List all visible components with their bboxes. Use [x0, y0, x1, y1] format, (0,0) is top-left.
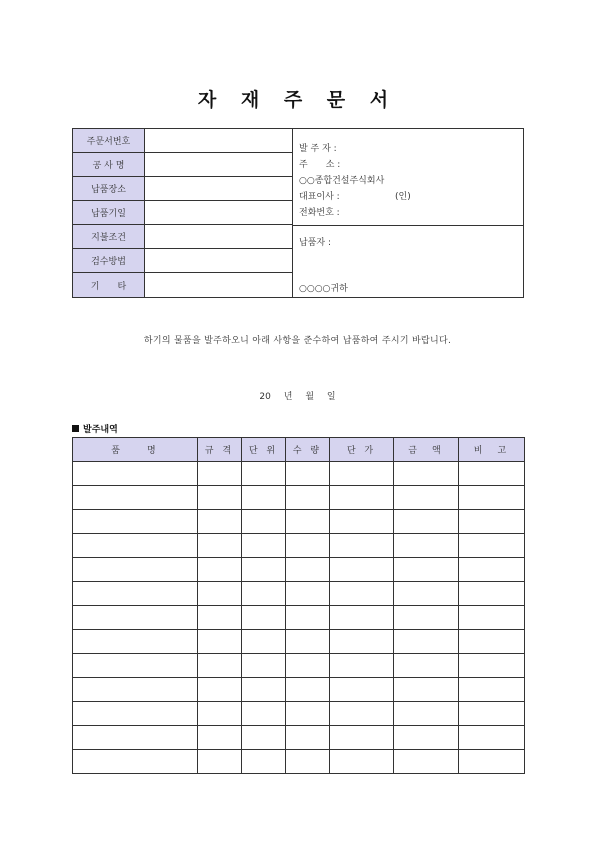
- section-title-text: 발주내역: [83, 425, 118, 435]
- table-cell[interactable]: [242, 750, 286, 774]
- table-cell[interactable]: [73, 678, 198, 702]
- table-cell[interactable]: [286, 558, 330, 582]
- table-row: [73, 462, 525, 486]
- field-label: 납품장소: [73, 177, 145, 200]
- table-row: [73, 630, 525, 654]
- table-cell[interactable]: [459, 750, 525, 774]
- table-row: [73, 534, 525, 558]
- table-cell[interactable]: [394, 606, 459, 630]
- field-row-other: [73, 273, 292, 297]
- table-cell[interactable]: [459, 630, 525, 654]
- table-cell[interactable]: [394, 582, 459, 606]
- ceo-label: 대표이사 :: [299, 192, 340, 202]
- table-cell[interactable]: [73, 726, 198, 750]
- date-year: 년: [283, 392, 293, 402]
- table-cell[interactable]: [73, 534, 198, 558]
- field-label: 납품기일: [73, 201, 145, 224]
- table-cell[interactable]: [459, 678, 525, 702]
- table-cell[interactable]: [330, 678, 394, 702]
- table-cell[interactable]: [286, 606, 330, 630]
- table-cell[interactable]: [242, 726, 286, 750]
- table-row: [73, 702, 525, 726]
- seal-mark: (인): [395, 192, 411, 202]
- date-day: 일: [326, 392, 336, 402]
- table-cell[interactable]: [73, 630, 198, 654]
- table-cell[interactable]: [330, 726, 394, 750]
- date-month: 월: [305, 392, 315, 402]
- order-items-table: [72, 437, 525, 774]
- table-cell[interactable]: [73, 486, 198, 510]
- table-row: [73, 654, 525, 678]
- column-header-remarks: 비 고: [459, 438, 525, 462]
- field-row-inspection-method: [73, 249, 292, 273]
- table-cell[interactable]: [394, 726, 459, 750]
- table-cell[interactable]: [459, 702, 525, 726]
- table-cell[interactable]: [198, 726, 242, 750]
- table-cell[interactable]: [394, 654, 459, 678]
- date-year-prefix: 20: [259, 392, 271, 402]
- table-cell[interactable]: [459, 462, 525, 486]
- table-cell[interactable]: [73, 702, 198, 726]
- column-header-amount: 금 액: [394, 438, 459, 462]
- table-cell[interactable]: [73, 582, 198, 606]
- table-cell[interactable]: [198, 750, 242, 774]
- order-number-field[interactable]: [145, 129, 292, 152]
- table-cell[interactable]: [198, 510, 242, 534]
- table-cell[interactable]: [73, 558, 198, 582]
- orderer-label: 발 주 자 :: [299, 144, 337, 154]
- table-row: [73, 678, 525, 702]
- table-cell[interactable]: [330, 534, 394, 558]
- table-cell[interactable]: [330, 630, 394, 654]
- table-cell[interactable]: [286, 750, 330, 774]
- document-title: 자 재 주 문 서: [197, 89, 398, 111]
- field-row-delivery-place: [73, 177, 292, 201]
- table-cell[interactable]: [394, 630, 459, 654]
- table-cell[interactable]: [330, 510, 394, 534]
- table-cell[interactable]: [394, 678, 459, 702]
- table-cell[interactable]: [459, 726, 525, 750]
- table-cell[interactable]: [242, 462, 286, 486]
- table-row: [73, 726, 525, 750]
- table-cell[interactable]: [394, 534, 459, 558]
- table-cell[interactable]: [242, 510, 286, 534]
- table-body: [73, 462, 525, 774]
- date-line: [0, 389, 595, 402]
- field-row-delivery-date: [73, 201, 292, 225]
- column-header-unit-price: 단 가: [330, 438, 394, 462]
- company-name: ○○종합건설주식회사: [299, 176, 385, 186]
- phone-label: 전화번호 :: [299, 208, 340, 218]
- table-row: [73, 750, 525, 774]
- table-cell[interactable]: [286, 462, 330, 486]
- table-cell[interactable]: [459, 654, 525, 678]
- table-cell[interactable]: [330, 606, 394, 630]
- field-label: 기 타: [73, 273, 145, 297]
- delivery-date-field[interactable]: [145, 201, 292, 224]
- table-cell[interactable]: [242, 702, 286, 726]
- table-cell[interactable]: [394, 486, 459, 510]
- field-row-project-name: [73, 153, 292, 177]
- table-cell[interactable]: [198, 702, 242, 726]
- addressee: ○○○○귀하: [299, 284, 348, 294]
- project-name-field[interactable]: [145, 153, 292, 176]
- column-header-spec: 규 격: [198, 438, 242, 462]
- order-fields: [73, 129, 293, 297]
- table-cell[interactable]: [394, 750, 459, 774]
- table-cell[interactable]: [394, 702, 459, 726]
- table-cell[interactable]: [198, 558, 242, 582]
- table-cell[interactable]: [394, 462, 459, 486]
- table-cell[interactable]: [286, 510, 330, 534]
- table-cell[interactable]: [198, 606, 242, 630]
- section-title: [72, 422, 118, 435]
- table-cell[interactable]: [198, 654, 242, 678]
- payment-terms-field[interactable]: [145, 225, 292, 248]
- notice-text: 하기의 물품을 발주하오니 아래 사항을 준수하여 납품하여 주시기 바랍니다.: [143, 336, 452, 346]
- table-cell[interactable]: [198, 534, 242, 558]
- table-cell[interactable]: [286, 654, 330, 678]
- column-header-unit: 단 위: [242, 438, 286, 462]
- field-row-payment-terms: [73, 225, 292, 249]
- table-cell[interactable]: [73, 606, 198, 630]
- table-cell[interactable]: [73, 750, 198, 774]
- supplier-label: 납품자 :: [299, 238, 331, 248]
- field-label: 공 사 명: [73, 153, 145, 176]
- table-cell[interactable]: [330, 702, 394, 726]
- table-cell[interactable]: [198, 462, 242, 486]
- other-field[interactable]: [145, 273, 292, 297]
- field-label: 검수방법: [73, 249, 145, 272]
- field-label: 주문서번호: [73, 129, 145, 152]
- table-cell[interactable]: [286, 486, 330, 510]
- table-cell[interactable]: [330, 462, 394, 486]
- table-row: [73, 606, 525, 630]
- table-cell[interactable]: [286, 534, 330, 558]
- field-row-order-number: [73, 129, 292, 153]
- table-cell[interactable]: [330, 750, 394, 774]
- table-cell[interactable]: [286, 726, 330, 750]
- table-cell[interactable]: [198, 678, 242, 702]
- orderer-info: [293, 129, 523, 226]
- table-row: [73, 486, 525, 510]
- table-cell[interactable]: [242, 606, 286, 630]
- table-cell[interactable]: [242, 678, 286, 702]
- table-cell[interactable]: [286, 582, 330, 606]
- table-cell[interactable]: [73, 654, 198, 678]
- table-cell[interactable]: [242, 534, 286, 558]
- inspection-method-field[interactable]: [145, 249, 292, 272]
- address-label: 주 소 :: [299, 160, 341, 170]
- table-cell[interactable]: [459, 606, 525, 630]
- table-cell[interactable]: [242, 486, 286, 510]
- table-cell[interactable]: [286, 630, 330, 654]
- table-header-row: [73, 438, 525, 462]
- column-header-quantity: 수 량: [286, 438, 330, 462]
- table-row: [73, 558, 525, 582]
- table-cell[interactable]: [198, 630, 242, 654]
- table-cell[interactable]: [242, 582, 286, 606]
- table-cell[interactable]: [394, 510, 459, 534]
- table-cell[interactable]: [73, 462, 198, 486]
- table-cell[interactable]: [242, 654, 286, 678]
- table-cell[interactable]: [459, 534, 525, 558]
- table-cell[interactable]: [73, 510, 198, 534]
- table-cell[interactable]: [330, 558, 394, 582]
- table-cell[interactable]: [242, 630, 286, 654]
- table-cell[interactable]: [330, 654, 394, 678]
- field-label: 지불조건: [73, 225, 145, 248]
- table-cell[interactable]: [330, 582, 394, 606]
- table-cell[interactable]: [198, 486, 242, 510]
- table-row: [73, 510, 525, 534]
- table-cell[interactable]: [459, 486, 525, 510]
- table-cell[interactable]: [286, 678, 330, 702]
- supplier-info: [293, 226, 523, 297]
- table-cell[interactable]: [198, 582, 242, 606]
- table-cell[interactable]: [459, 558, 525, 582]
- table-cell[interactable]: [330, 486, 394, 510]
- order-info-box: [72, 128, 524, 298]
- column-header-item-name: 품 명: [73, 438, 198, 462]
- table-cell[interactable]: [286, 702, 330, 726]
- table-cell[interactable]: [394, 558, 459, 582]
- square-bullet-icon: [72, 425, 79, 432]
- table-cell[interactable]: [459, 582, 525, 606]
- table-row: [73, 582, 525, 606]
- table-cell[interactable]: [242, 558, 286, 582]
- delivery-place-field[interactable]: [145, 177, 292, 200]
- table-cell[interactable]: [459, 510, 525, 534]
